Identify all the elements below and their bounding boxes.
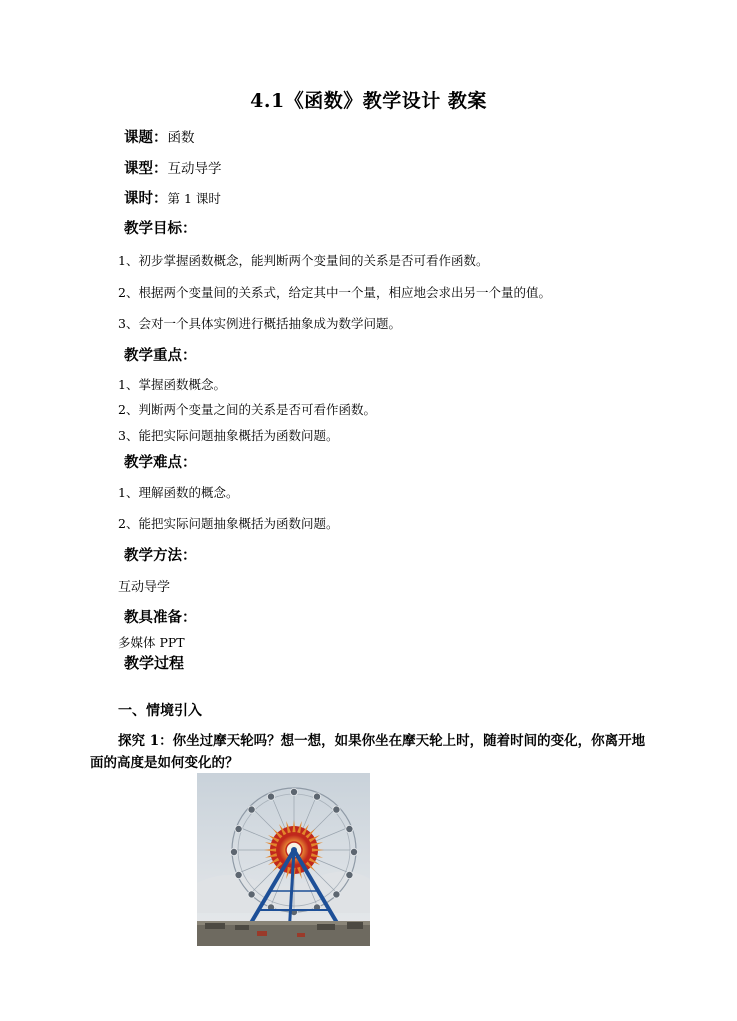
type-value: 互动导学 bbox=[167, 161, 222, 177]
wheel-cabin bbox=[290, 788, 297, 795]
tools-value: 多媒体 PPT bbox=[118, 635, 185, 650]
wheel-cabin bbox=[235, 871, 242, 878]
wheel-cabin bbox=[230, 848, 237, 855]
objective-item: 2、根据两个变量间的关系式，给定其中一个量，相应地会求出另一个量的值。 bbox=[118, 285, 551, 300]
process-heading: 教学过程 bbox=[124, 654, 185, 672]
objectives-heading: 教学目标： bbox=[124, 220, 197, 237]
topic-value: 函数 bbox=[167, 130, 195, 146]
tools-heading: 教具准备： bbox=[124, 609, 197, 626]
ferris-wheel-illustration bbox=[197, 773, 370, 946]
wheel-cabin bbox=[333, 891, 340, 898]
method-heading: 教学方法： bbox=[124, 547, 197, 564]
wheel-cabin bbox=[346, 871, 353, 878]
key-point-item: 2、判断两个变量之间的关系是否可看作函数。 bbox=[118, 402, 376, 417]
topic-label: 课题： bbox=[124, 129, 168, 146]
type-label: 课型： bbox=[124, 160, 168, 177]
wheel-cabin bbox=[267, 793, 274, 800]
document-title: 4.1《函数》教学设计 教案 bbox=[250, 90, 487, 112]
method-value: 互动导学 bbox=[118, 580, 171, 595]
key-points-heading: 教学重点： bbox=[124, 347, 197, 364]
wheel-cabin bbox=[248, 891, 255, 898]
type-line bbox=[124, 157, 222, 178]
wheel-cabin bbox=[350, 848, 357, 855]
wheel-cabin bbox=[235, 825, 242, 832]
key-point-item: 3、能把实际问题抽象概括为函数问题。 bbox=[118, 428, 339, 443]
hours-label: 课时： bbox=[124, 190, 168, 207]
topic-line bbox=[124, 126, 195, 147]
wheel-cabin bbox=[333, 806, 340, 813]
objective-item: 3、会对一个具体实例进行概括抽象成为数学问题。 bbox=[118, 316, 401, 331]
hours-line bbox=[124, 187, 221, 208]
objective-item: 1、初步掌握函数概念，能判断两个变量间的关系是否可看作函数。 bbox=[118, 253, 489, 268]
difficulties-heading: 教学难点： bbox=[124, 454, 197, 471]
key-point-item: 1、掌握函数概念。 bbox=[118, 377, 226, 392]
difficulty-item: 1、理解函数的概念。 bbox=[118, 485, 239, 500]
hours-value: 第 1 课时 bbox=[167, 191, 221, 206]
wheel-cabin bbox=[346, 825, 353, 832]
ferris-wheel-image bbox=[197, 773, 370, 946]
explore-paragraph: 探究 1：你坐过摩天轮吗？想一想，如果你坐在摩天轮上时，随着时间的变化，你离开地面的高度是如何变化的？ bbox=[90, 733, 646, 771]
wheel-cabin bbox=[313, 793, 320, 800]
difficulty-item: 2、能把实际问题抽象概括为函数问题。 bbox=[118, 516, 339, 531]
section-intro-heading: 一、情境引入 bbox=[118, 703, 202, 719]
wheel-cabin bbox=[248, 806, 255, 813]
